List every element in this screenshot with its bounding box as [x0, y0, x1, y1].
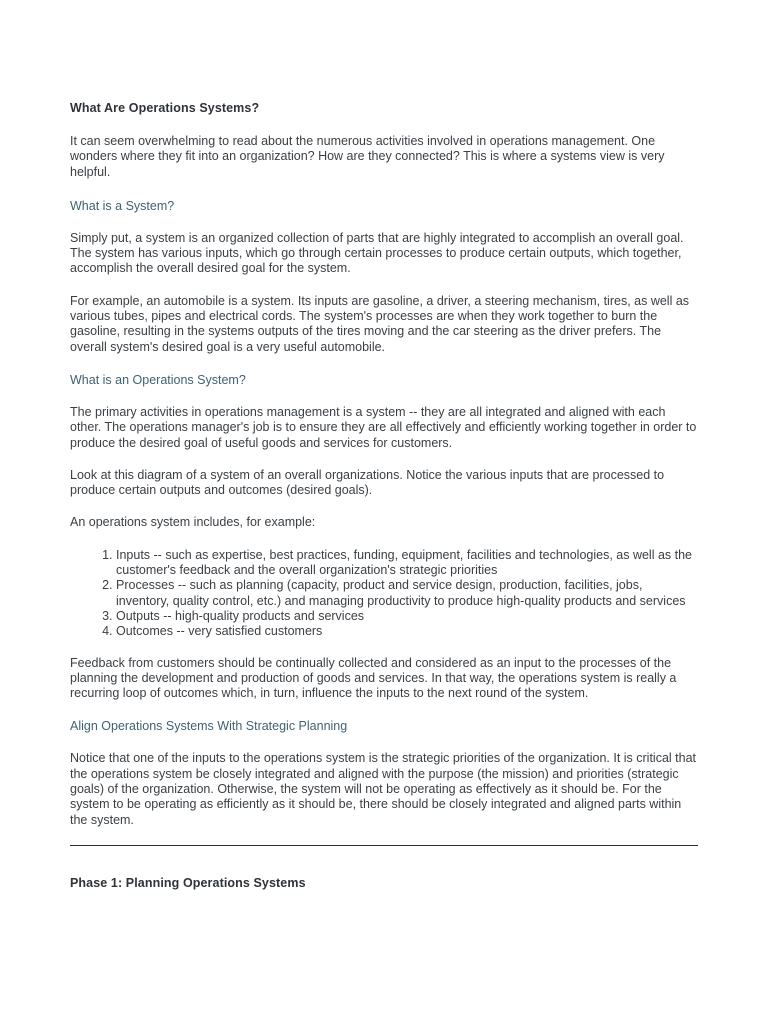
- system-definition-paragraph: Simply put, a system is an organized collection of parts that are highly integrated to accomplish an overall goal. The system has various inputs, which go through certain processes to produce certain outputs, which together, accomplish the overall desired goal for the system.: [70, 230, 684, 276]
- intro-paragraph: It can seem overwhelming to read about the numerous activities involved in operations management. One wonders where they fit into an organization? How are they connected? This is where a systems view is very helpful.: [70, 134, 665, 179]
- operations-system-list: [70, 548, 698, 640]
- diagram-paragraph: Look at this diagram of a system of an overall organizations. Notice the various inputs that are processed to produce certain outputs and outcomes (desired goals).: [70, 467, 665, 498]
- section-heading-operations-system: What is an Operations System?: [70, 372, 246, 387]
- automobile-example-paragraph: For example, an automobile is a system. Its inputs are gasoline, a driver, a steering mechanism, tires, as well as various tubes, pipes and electrical cords. The system's processes are when they work together to burn the gasoline, resulting in the systems outputs of the tires moving and the car steering as the driver prefers. The overall system's desired goal is a very useful automobile.: [70, 293, 690, 354]
- list-item: 3. Outputs -- high-quality products and services: [116, 609, 698, 624]
- section-divider: [70, 845, 698, 846]
- list-item: 4. Outcomes -- very satisfied customers: [116, 624, 698, 639]
- list-intro-paragraph: An operations system includes, for example:: [70, 515, 316, 530]
- phase-heading: Phase 1: Planning Operations Systems: [70, 875, 306, 890]
- list-item: 1. Inputs -- such as expertise, best practices, funding, equipment, facilities and technologies, as well as the customer's feedback and the overall organization's strategic priorities: [116, 548, 698, 579]
- operations-activities-paragraph: The primary activities in operations management is a system -- they are all integrated and aligned with each other. The operations manager's job is to ensure they are all effectively and efficiently working together in order to produce the desired goal of useful goods and services for customers.: [70, 404, 697, 450]
- section-heading-system: What is a System?: [70, 198, 175, 213]
- document-page: [70, 100, 698, 909]
- feedback-paragraph: Feedback from customers should be continually collected and considered as an input to the processes of the planning the development and production of goods and services. In that way, the operations system is really a recurring loop of outcomes which, in turn, influence the inputs to the next round of the system.: [70, 655, 677, 701]
- section-heading-align: Align Operations Systems With Strategic Planning: [70, 719, 348, 734]
- strategic-alignment-paragraph: Notice that one of the inputs to the operations system is the strategic priorities of the organization. It is critical that the operations system be closely integrated and aligned with the purpose (the mission) and priorities (strategic goals) of the organization. Otherwise, the system will not be operating as effectively as it should be. For the system to be operating as efficiently as it should be, there should be closely integrated and aligned parts within the system.: [70, 751, 697, 827]
- list-item: 2. Processes -- such as planning (capacity, product and service design, production, facilities, jobs, inventory, quality control, etc.) and managing productivity to produce high-quality products and services: [116, 578, 698, 609]
- page-title: What Are Operations Systems?: [70, 101, 260, 115]
